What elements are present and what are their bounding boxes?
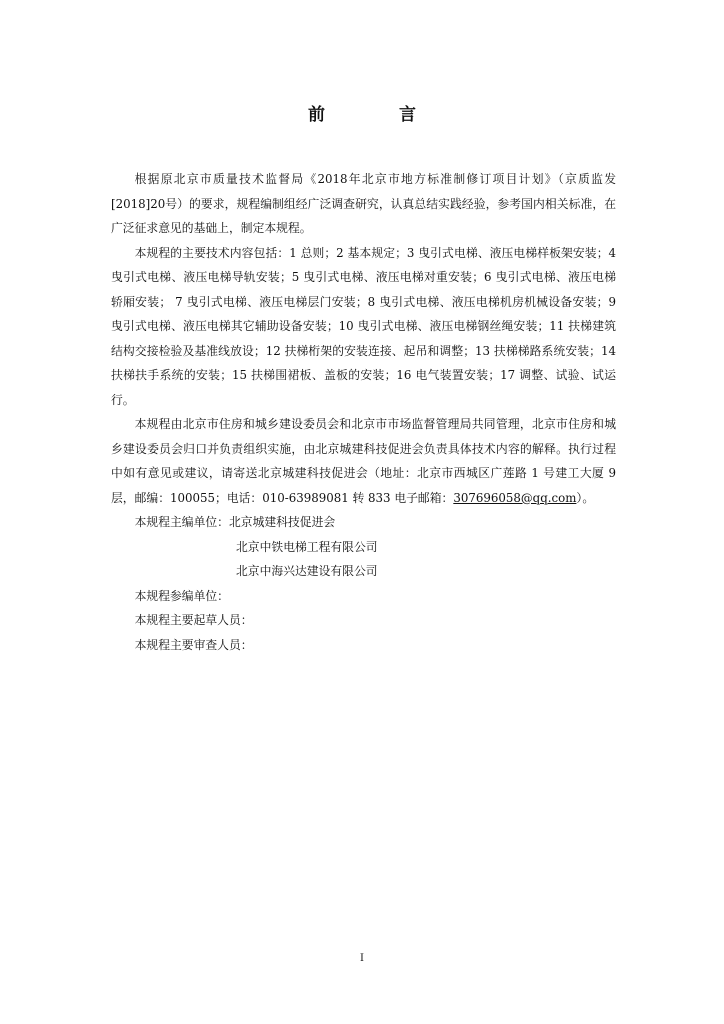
preface-body bbox=[111, 167, 616, 657]
page-title: 前 言 bbox=[308, 105, 450, 125]
paragraph-contents: 本规程的主要技术内容包括：1 总则；2 基本规定；3 曳引式电梯、液压电梯样板架安装；4 曳引式电梯、液压电梯导轨安装；5 曳引式电梯、液压电梯对重安装；6 曳引式电梯、液压电梯轿厢安装； 7 曳引式电梯、液压电梯层门安装；8 曳引式电梯、液压电梯机房机械设备安装；9 曳引式电梯、液压电梯其它辅助设备安装；10 曳引式电梯、液压电梯钢丝绳安装；11 扶梯建筑结构交接检验及基准线放设；12 扶梯桁架的安装连接、起吊和调整；13 扶梯梯路系统安装；14 扶梯扶手系统的安装；15 扶梯围裙板、盖板的安装；16 电气装置安装；17 调整、试验、试运行。 bbox=[111, 245, 616, 407]
chief-units-label: 本规程主编单位： bbox=[134, 515, 229, 529]
management-tail: ）。 bbox=[576, 490, 595, 505]
paragraph-basis: 根据原北京市质量技术监督局《2018年北京市地方标准制修订项目计划》（京质监发[2018]20号）的要求，规程编制组经广泛调查研究，认真总结实践经验，参考国内相关标准，在广泛征求意见的基础上，制定本规程。 bbox=[111, 172, 616, 235]
management-text: 本规程由北京市住房和城乡建设委员会和北京市市场监督管理局共同管理，北京市住房和城乡建设委员会归口并负责组织实施，由北京城建科技促进会负责具体技术内容的解释。执行过程中如有意见或建议，请寄送北京城建科技促进会（地址：北京市西城区广莲路 1 号建工大厦 9 层，邮编：100055；电话：010-63989081 转 833 电子邮箱： bbox=[111, 417, 616, 505]
chief-unit-1: 北京城建科技促进会 bbox=[228, 515, 336, 529]
paragraph-management bbox=[111, 412, 616, 510]
chief-units-line bbox=[111, 510, 616, 535]
chief-unit-2: 北京中铁电梯工程有限公司 bbox=[236, 539, 378, 554]
participating-units-label: 本规程参编单位： bbox=[134, 588, 229, 603]
drafters-label: 本规程主要起草人员： bbox=[134, 613, 253, 627]
reviewers-label: 本规程主要审查人员： bbox=[134, 637, 253, 652]
email-link[interactable]: 307696058@qq.com bbox=[453, 490, 577, 505]
page-number: I bbox=[360, 953, 364, 964]
chief-unit-3: 北京中海兴达建设有限公司 bbox=[236, 564, 378, 578]
